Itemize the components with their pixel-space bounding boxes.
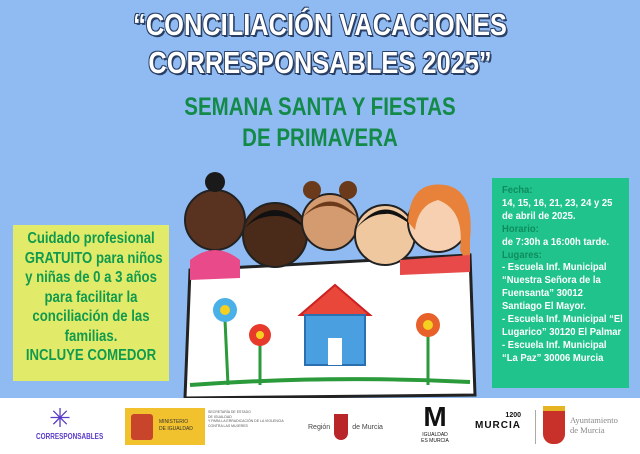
igualdad-es-murcia-logo <box>420 402 450 444</box>
ministerio-line: MINISTERIO <box>159 419 189 425</box>
region-text: Región <box>308 423 331 431</box>
description-line: Cuidado profesional <box>27 230 155 247</box>
logo-divider <box>535 410 536 444</box>
details-box <box>492 178 629 388</box>
lugares-line: Fuensanta” 30012 <box>502 287 583 300</box>
lugares-line: Lugarico” 30120 El Palmar <box>502 325 622 338</box>
lugares-line: “Nuestra Señora de la <box>502 274 601 287</box>
poster-subtitle <box>58 92 583 154</box>
lugares-line: “La Paz” 30006 Murcia <box>502 351 604 364</box>
description-line: familias. <box>64 327 118 345</box>
region-murcia-logo <box>308 414 383 440</box>
lugares-line: - Escuela Inf. Municipal “El <box>502 313 623 326</box>
ayuntamiento-line: de Murcia <box>570 425 605 435</box>
ministerio-logo <box>125 408 205 445</box>
igualdad-line: IGUALDAD <box>422 432 448 438</box>
secretaria-line: Y PARA LA ERRADICACIÓN DE LA VIOLENCIA <box>208 419 284 423</box>
children-illustration <box>170 160 490 400</box>
title-line-2: CORRESPONSABLES 2025” <box>148 45 492 80</box>
secretaria-text <box>208 410 284 428</box>
lugares-label: Lugares: <box>502 248 542 261</box>
fecha-line: de abril de 2025. <box>502 209 576 222</box>
ministerio-text <box>159 419 193 433</box>
spain-coat-of-arms-icon <box>131 414 153 440</box>
lugares-line: - Escuela Inf. Municipal <box>502 261 607 274</box>
ayuntamiento-line: Ayuntamiento <box>570 415 618 425</box>
sponsor-logos-footer <box>0 398 640 454</box>
secretaria-line: CONTRA LAS MUJERES <box>208 423 248 428</box>
description-line: GRATUITO para niños <box>24 249 163 267</box>
title-line-1: “CONCILIACIÓN VACACIONES <box>133 7 507 42</box>
ayuntamiento-coat-of-arms-icon <box>543 406 565 444</box>
description-line: INCLUYE COMEDOR <box>25 347 157 364</box>
lugares-line: Santiago El Mayor. <box>502 300 587 313</box>
corresponsables-text: CORRESPONSABLES <box>36 432 104 441</box>
lugares-line: - Escuela Inf. Municipal <box>502 338 607 351</box>
secretaria-line: DE IGUALDAD <box>208 414 232 419</box>
m-figure-icon: M <box>423 401 447 432</box>
murcia-1200-logo <box>475 412 521 431</box>
secretaria-line: SECRETARÍA DE ESTADO <box>208 410 251 414</box>
murcia-1200-word: MURCIA <box>475 420 521 431</box>
horario-line: de 7:30h a 16:00h tarde. <box>502 235 610 248</box>
murcia-1200-number: 1200 <box>505 412 521 419</box>
poster-title <box>58 6 583 82</box>
horario-label: Horario: <box>502 222 539 235</box>
igualdad-line: ES MURCIA <box>421 438 449 444</box>
description-line: para facilitar la <box>44 288 138 306</box>
description-box <box>13 225 169 381</box>
subtitle-line-2: DE PRIMAVERA <box>242 124 398 152</box>
subtitle-line-1: SEMANA SANTA Y FIESTAS <box>184 93 456 121</box>
snowflake-icon: ✳ <box>49 403 71 433</box>
fecha-label: Fecha: <box>502 184 533 196</box>
region-text: de Murcia <box>352 423 383 431</box>
fecha-line: 14, 15, 16, 21, 23, 24 y 25 <box>502 196 613 209</box>
description-line: y niñas de 0 a 3 años <box>25 269 157 286</box>
description-line: conciliación de las <box>32 308 150 325</box>
ayuntamiento-text <box>570 415 618 435</box>
region-shield-icon <box>334 414 348 440</box>
ministerio-line: DE IGUALDAD <box>159 426 193 432</box>
corresponsables-logo <box>30 403 104 441</box>
